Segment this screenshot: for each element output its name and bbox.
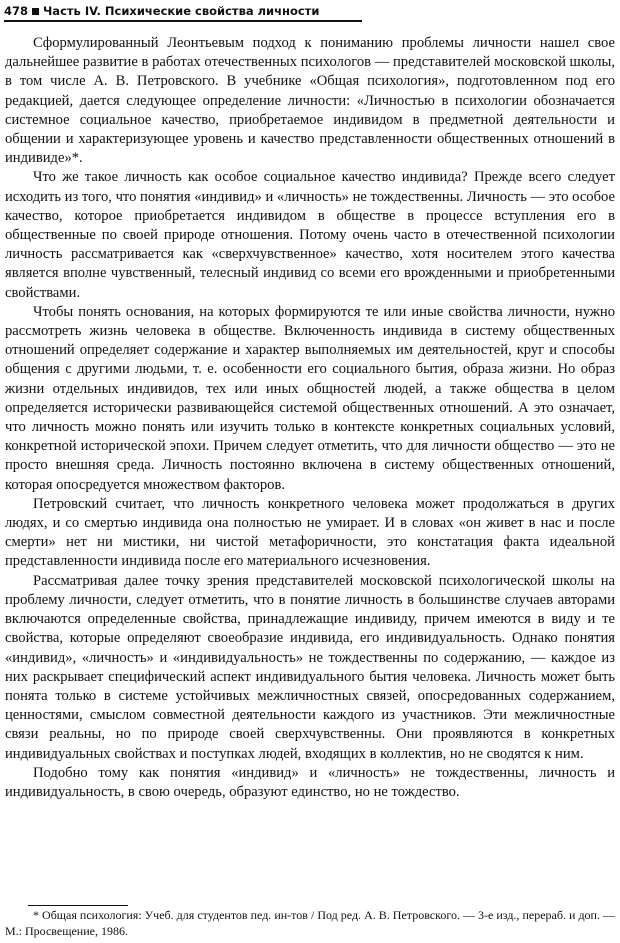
paragraph-2: Что же такое личность как особое социальное качество индивида? Прежде всего следует исходить из того, что понятия «индивид» и «личность» не тождественны. Личность — это особое качество, которое приобретается индивидом в обществе в процессе вступления его в общественные по своей природе отношения. Потому очень часто в отечественной психологии личность рассматривается как «сверхчувственное» качество, хотя носителем этого качества является вполне чувственный, телесный индивид со всеми его врожденными и приобретенными свойствами. <box>5 169 615 301</box>
running-header <box>4 2 616 20</box>
footnote-text: * Общая психология: Учеб. для студентов пед. ин-тов / Под ред. А. В. Петровского. — 3-е изд., перераб. и доп. — М.: Просвещение, 1986. <box>5 908 615 938</box>
page-number: 478 <box>4 4 29 18</box>
paragraph-4: Петровский считает, что личность конкретного человека может продолжаться в других людях, и со смертью индивида она полностью не умирает. И в словах «он живет в нас и после смерти» нет ни мистики, ни чистой метафоричности, это констатация факта идеальной представленности индивида после его материального исчезновения. <box>5 495 615 570</box>
paragraph-6: Подобно тому как понятия «индивид» и «личность» не тождественны, личность и индивидуальность, в свою очередь, образуют единство, но не тождество. <box>5 764 615 800</box>
body-text <box>5 34 615 802</box>
paragraph-5: Рассматривая далее точку зрения представителей московской психологической школы на проблему личности, следует отметить, что в понятие личность в большинстве случаев авторами включаются определенные свойства, принадлежащие индивиду, причем имеются в виду и те свойства, которые определяют своеобразие индивида, его индивидуальность. Однако понятия «индивид», «личность» и «индивидуальность» не тождественны по содержанию, — каждое из них раскрывает специфический аспект индивидуального бытия человека. Личность может быть понята только в системе устойчивых межличностных связей, опосредованных содержанием, ценностями, смыслом совместной деятельности каждого из участников. Эти межличностные связи реальны, но по природе своей сверхчувственны. Они проявляются в конкретных индивидуальных свойствах и поступках людей, входящих в коллектив, но не сводятся к ним. <box>5 572 615 762</box>
footnote-rule <box>28 905 128 906</box>
footnote <box>5 907 615 939</box>
square-bullet-icon <box>32 8 39 15</box>
running-header-title: Часть IV. Психические свойства личности <box>43 4 320 18</box>
header-rule <box>4 20 362 22</box>
paragraph-3: Чтобы понять основания, на которых формируются те или иные свойства личности, нужно рассмотреть жизнь человека в обществе. Включенность индивида в систему общественных отношений определяет содержание и характер выполняемых им деятельностей, круг и способы общения с другими людьми, т. е. особенности его социального бытия, образа жизни. Но образ жизни отдельных индивидов, тех или иных общностей людей, а также общества в целом определяется исторически развивающейся системой общественных отношений. А это означает, что личность можно понять или изучить только в контексте конкретных социальных условий, конкретной исторической эпохи. Причем следует отметить, что для личности общество — это не просто внешняя среда. Личность постоянно включена в систему общественных отношений, которая опосредуется множеством факторов. <box>5 303 615 493</box>
paragraph-1: Сформулированный Леонтьевым подход к пониманию проблемы личности нашел свое дальнейшее развитие в работах отечественных психологов — представителей московской школы, в том числе А. В. Петровского. В учебнике «Общая психология», подготовленном под его редакцией, дается следующее определение личности: «Личностью в психологии обозначается системное социальное качество, приобретаемое индивидом в предметной деятельности и общении и характеризующее уровень и качество представленности общественных отношений в индивиде»*. <box>5 35 615 167</box>
